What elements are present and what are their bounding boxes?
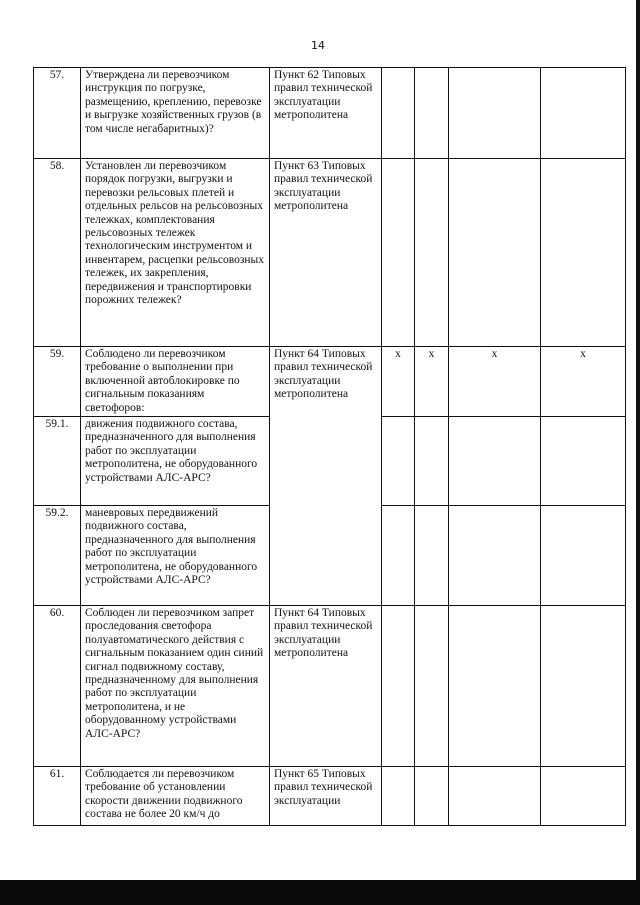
answer-no-cell (415, 417, 449, 506)
page-number: 14 (311, 39, 325, 52)
note-cell (541, 68, 626, 159)
table-row (34, 347, 626, 417)
row-number: 59.2. (34, 506, 81, 606)
answer-no-cell: х (415, 347, 449, 417)
legal-reference: Пункт 64 Типовых правил технической эксплуатации метрополитена (270, 347, 382, 606)
scan-border (0, 880, 640, 905)
table-row (34, 767, 626, 826)
answer-na-cell (449, 417, 541, 506)
row-number: 60. (34, 606, 81, 767)
answer-na-cell (449, 159, 541, 347)
checklist-table (33, 67, 626, 826)
answer-na-cell (449, 767, 541, 826)
answer-yes-cell (382, 159, 415, 347)
question-text: Установлен ли перевозчиком порядок погрузки, выгрузки и перевозки рельсовых плетей и отдельных рельсов на рельсовозных тележках, комплектования рельсовозных тележек технологическим инструментом и инвентарем, расцепки рельсовозных тележек, их закрепления, передвижения и транспортировки порожних тележек? (81, 159, 270, 347)
legal-reference: Пункт 64 Типовых правил технической эксплуатации метрополитена (270, 606, 382, 767)
row-number: 61. (34, 767, 81, 826)
question-text: Соблюдено ли перевозчиком требование о выполнении при включенной автоблокировке по сигнальным показаниям светофоров: (81, 347, 270, 417)
answer-no-cell (415, 159, 449, 347)
answer-yes-cell (382, 767, 415, 826)
row-number: 57. (34, 68, 81, 159)
row-number: 59.1. (34, 417, 81, 506)
answer-no-cell (415, 767, 449, 826)
note-cell: х (541, 347, 626, 417)
table-row (34, 159, 626, 347)
answer-na-cell (449, 506, 541, 606)
answer-yes-cell (382, 606, 415, 767)
table-row (34, 68, 626, 159)
table-row (34, 606, 626, 767)
answer-no-cell (415, 606, 449, 767)
answer-no-cell (415, 506, 449, 606)
question-text: Соблюдается ли перевозчиком требование об установлении скорости движении подвижного состава не более 20 км/ч до (81, 767, 270, 826)
answer-na-cell (449, 606, 541, 767)
answer-yes-cell: х (382, 347, 415, 417)
answer-yes-cell (382, 417, 415, 506)
question-text: движения подвижного состава, предназначенного для выполнения работ по эксплуатации метрополитена, не оборудованного устройствами АЛС-АРС? (81, 417, 270, 506)
row-number: 59. (34, 347, 81, 417)
answer-no-cell (415, 68, 449, 159)
answer-yes-cell (382, 506, 415, 606)
note-cell (541, 159, 626, 347)
legal-reference: Пункт 63 Типовых правил технической эксплуатации метрополитена (270, 159, 382, 347)
question-text: Соблюден ли перевозчиком запрет проследования светофора полуавтоматического действия с сигнальным показанием один синий сигнал подвижному составу, предназначенному для выполнения работ по эксплуатации метрополитена, и не оборудованному устройствами АЛС-АРС? (81, 606, 270, 767)
question-text: Утверждена ли перевозчиком инструкция по погрузке, размещению, креплению, перевозке и выгрузке хозяйственных грузов (в том числе негабаритных)? (81, 68, 270, 159)
row-number: 58. (34, 159, 81, 347)
question-text: маневровых передвижений подвижного состава, предназначенного для выполнения работ по эксплуатации метрополитена, не оборудованного устройствами АЛС-АРС? (81, 506, 270, 606)
legal-reference: Пункт 65 Типовых правил технической эксплуатации (270, 767, 382, 826)
note-cell (541, 417, 626, 506)
note-cell (541, 767, 626, 826)
answer-yes-cell (382, 68, 415, 159)
note-cell (541, 606, 626, 767)
answer-na-cell (449, 68, 541, 159)
legal-reference: Пункт 62 Типовых правил технической эксплуатации метрополитена (270, 68, 382, 159)
note-cell (541, 506, 626, 606)
answer-na-cell: х (449, 347, 541, 417)
